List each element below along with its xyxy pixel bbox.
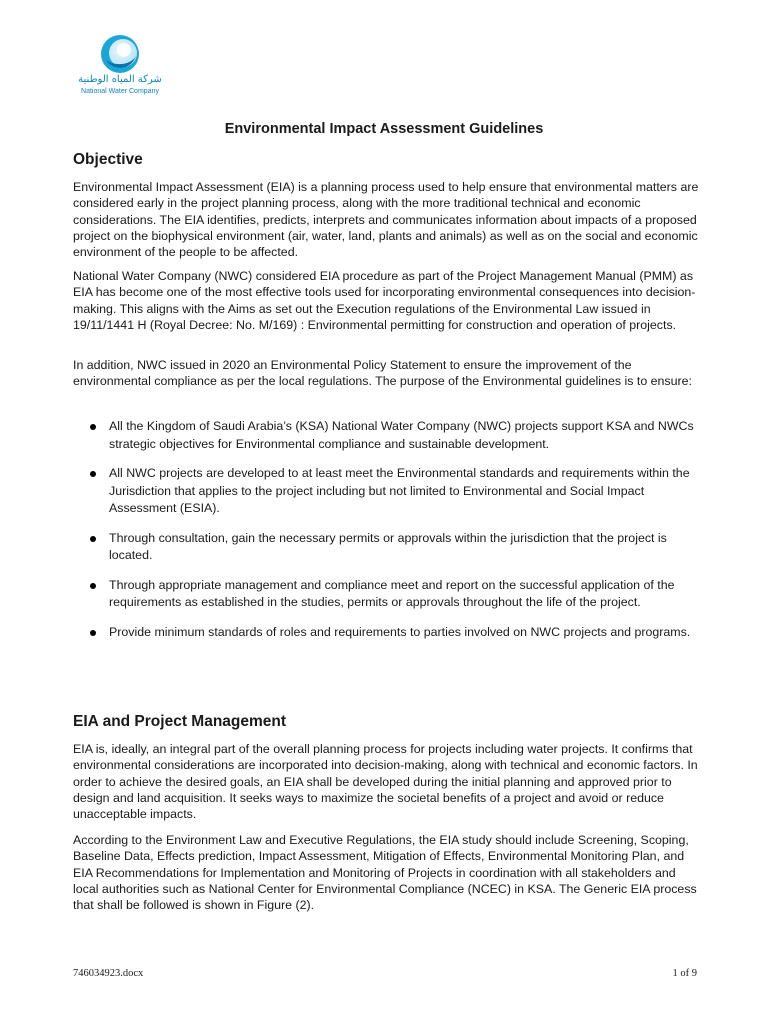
list-item: All NWC projects are developed to at least meet the Environmental standards and requirements within the Jurisdiction that applies to the project including but not limited to Environmental and Social Impact Assessment (ESIA). [73, 465, 703, 518]
paragraph: EIA is, ideally, an integral part of the overall planning process for projects including water projects. It confirms that environmental considerations are incorporated into decision-making, along with technical and economic factors. In order to achieve the desired goals, an EIA shall be developed during the initial planning and approved prior to design and land acquisition. It seeks ways to maximize the societal benefits of a project and avoid or reduce unacceptable impacts. [73, 742, 698, 822]
paragraph: National Water Company (NWC) considered EIA procedure as part of the Project Management Manual (PMM) as EIA has become one of the most effective tools used for incorporating environmental consequences into decision-making. This aligns with the Aims as set out the Execution regulations of the Environmental Law issued in 19/11/1441 H (Royal Decree: No. M/169) : Environmental permitting for construction and operation of projects. [73, 269, 696, 332]
list-item: Provide minimum standards of roles and requirements to parties involved on NWC projects and programs. [73, 624, 703, 642]
list-item: Through consultation, gain the necessary permits or approvals within the jurisdiction that the project is located. [73, 530, 703, 565]
list-item: Through appropriate management and compliance meet and report on the successful application of the requirements as established in the studies, permits or approvals throughout the life of the project. [73, 577, 703, 612]
company-logo [72, 34, 168, 100]
paragraph: According to the Environment Law and Executive Regulations, the EIA study should include Screening, Scoping, Baseline Data, Effects prediction, Impact Assessment, Mitigation of Effects, Environmental Monitoring Plan, and EIA Recommendations for Implementation and Monitoring of Projects in coordination with all stakeholders and local authorities such as National Center for Environmental Compliance (NCEC) in KSA. The Generic EIA process that shall be followed is shown in Figure (2). [73, 833, 697, 913]
paragraph: Environmental Impact Assessment (EIA) is a planning process used to help ensure that environmental matters are considered early in the project planning process, along with the more traditional technical and economic considerations. The EIA identifies, predicts, interprets and communicates information about impacts of a proposed project on the biophysical environment (air, water, land, plants and animals) as well as on the social and economic environment of the people to be affected. [73, 180, 699, 260]
section-heading-objective: Objective [73, 151, 143, 168]
bullet-icon [90, 471, 96, 477]
footer-page-number: 1 of 9 [672, 968, 697, 979]
bullet-icon [90, 583, 96, 589]
bullet-icon [90, 424, 96, 430]
bullet-icon [90, 536, 96, 542]
logo-arabic-name: شركة المياه الوطنية [78, 74, 162, 85]
bullet-list [73, 418, 703, 653]
water-drop-logo-icon [100, 34, 140, 74]
document-title: Environmental Impact Assessment Guidelines [224, 121, 544, 137]
logo-english-name: National Water Company [81, 88, 159, 95]
section-heading-eia-project-management: EIA and Project Management [73, 713, 287, 730]
paragraph: In addition, NWC issued in 2020 an Environmental Policy Statement to ensure the improvement of the environmental compliance as per the local regulations. The purpose of the Environmental guidelines is to ensure: [73, 358, 692, 389]
footer-filename: 746034923.docx [73, 968, 144, 979]
bullet-icon [90, 630, 96, 636]
list-item: All the Kingdom of Saudi Arabia’s (KSA) National Water Company (NWC) projects support KSA and NWCs strategic objectives for Environmental compliance and sustainable development. [73, 418, 703, 453]
